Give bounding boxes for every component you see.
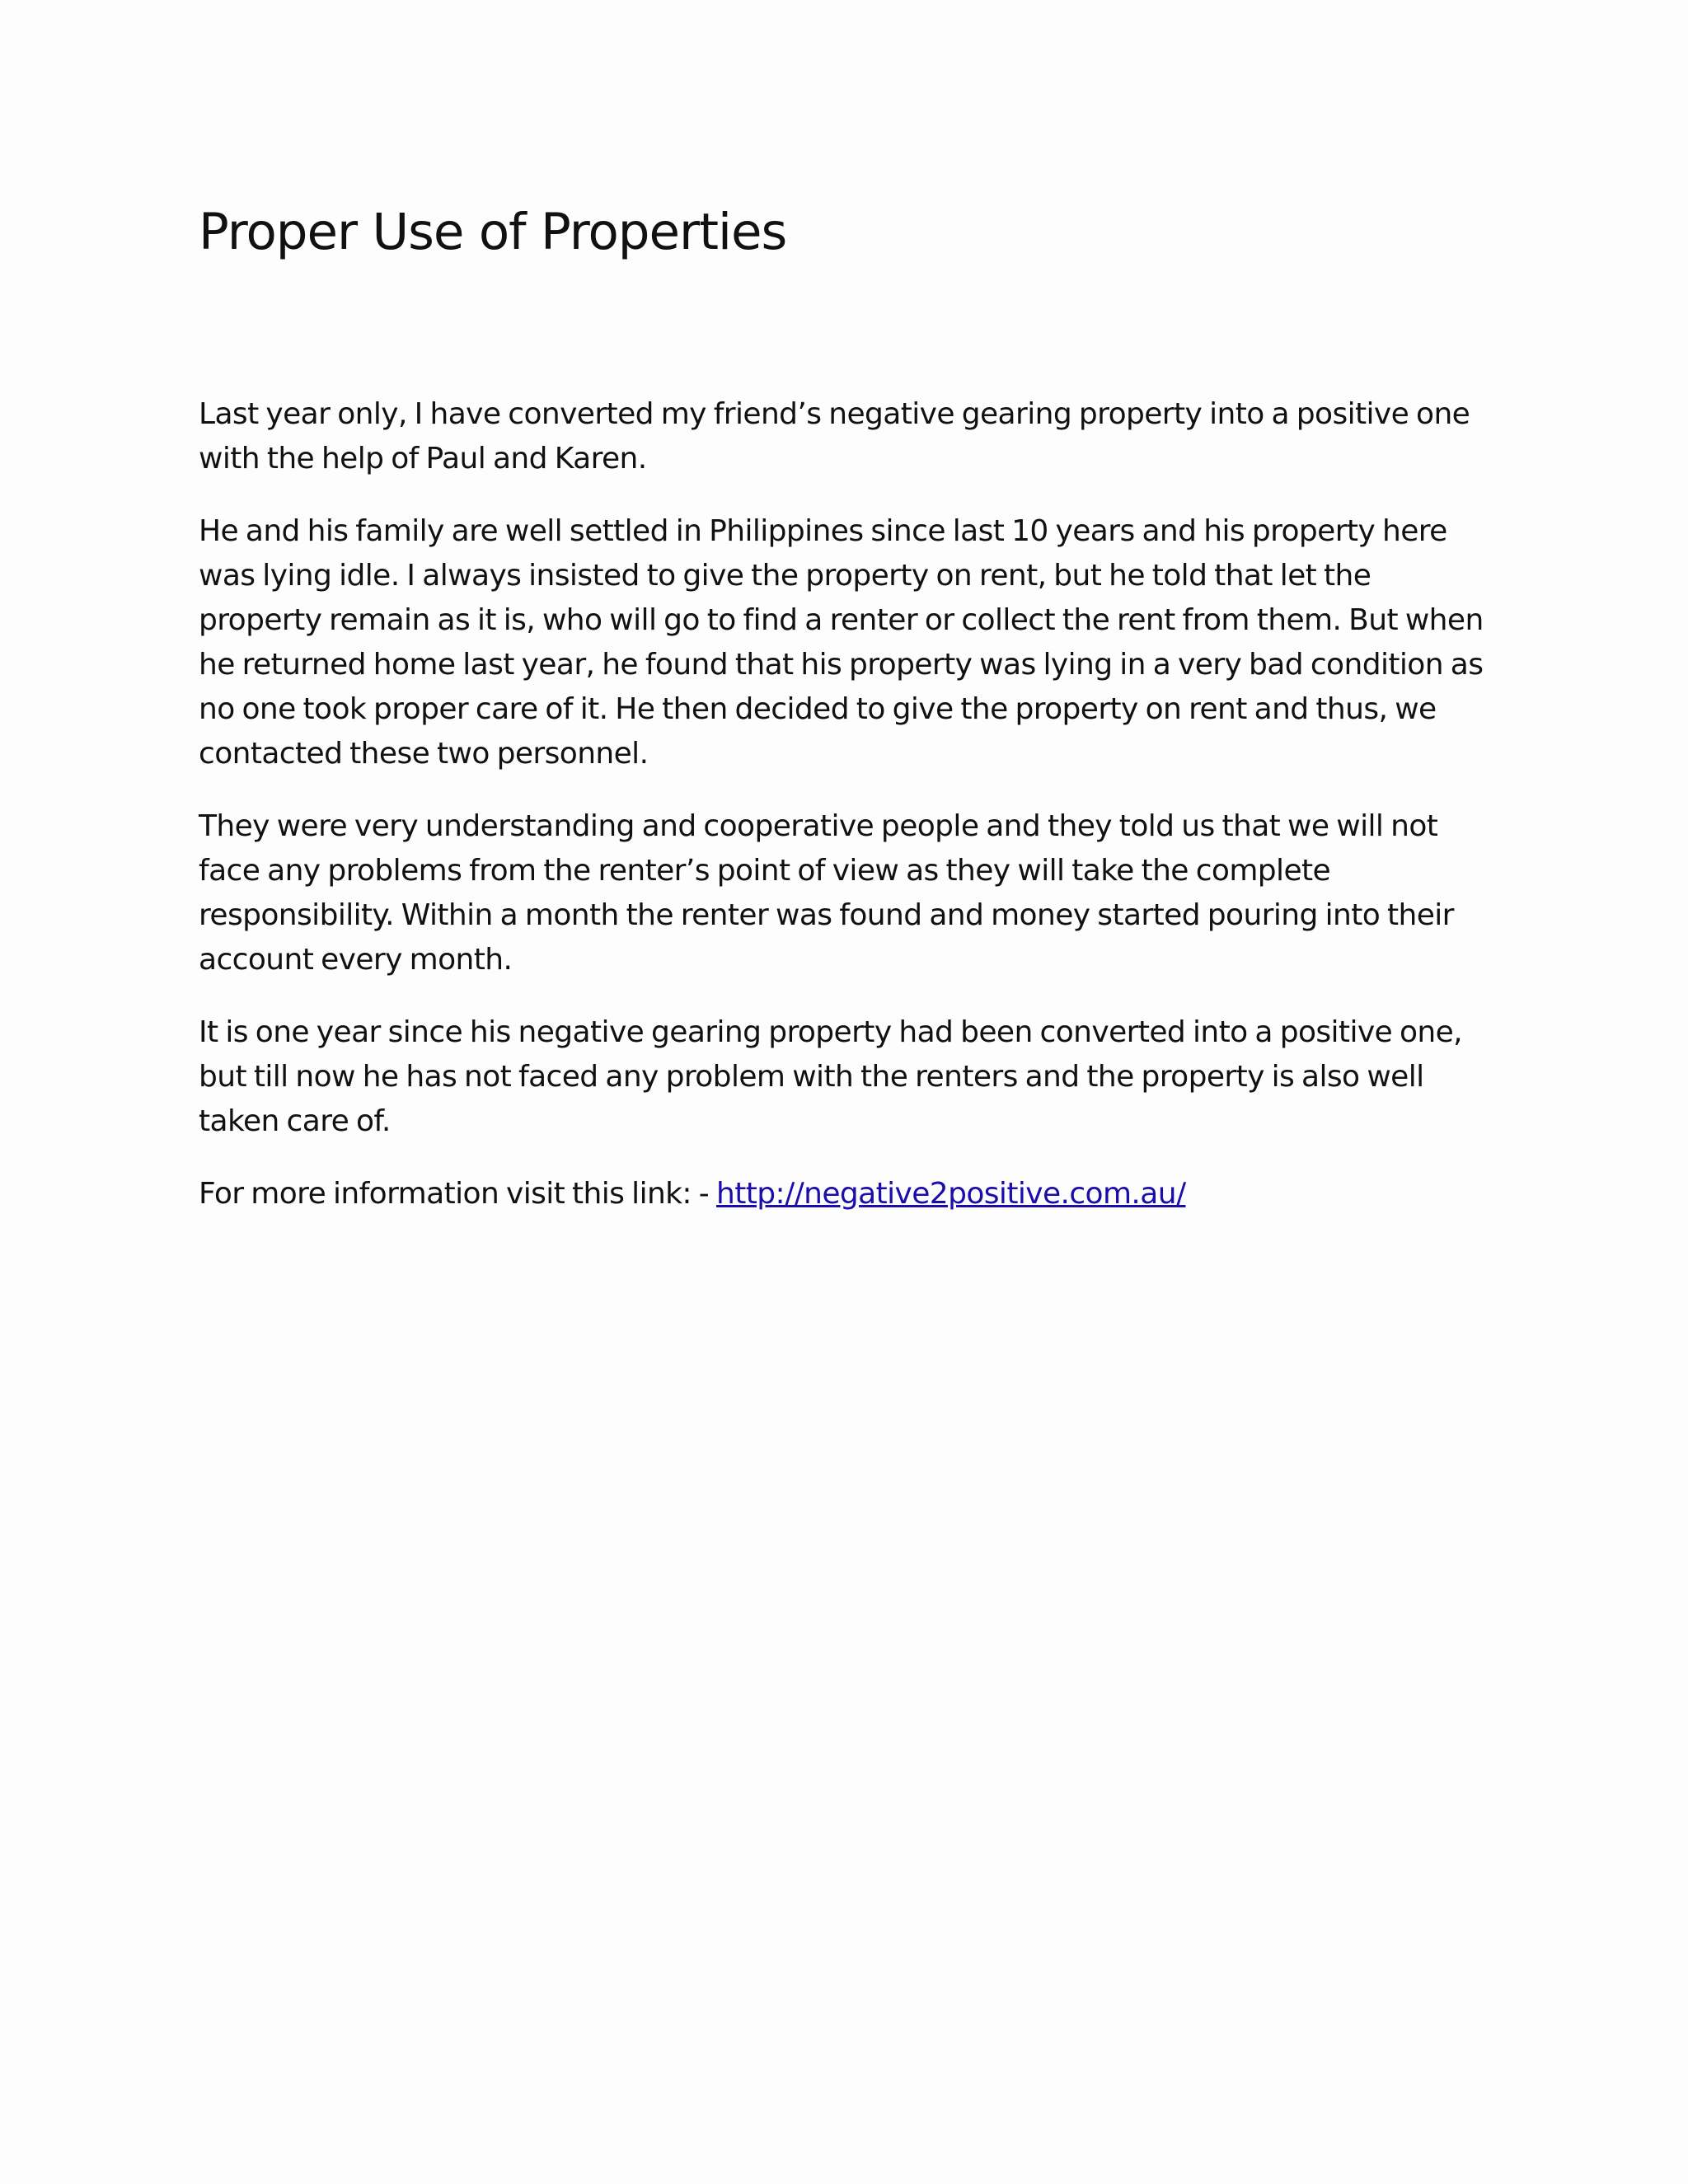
document-content xyxy=(199,196,1501,1244)
document-title: Proper Use of Properties xyxy=(199,203,787,261)
paragraph-2: He and his family are well settled in Philippines since last 10 years and his property here was lying idle. I always insisted to give the property on rent, but he told that let the property remain as it is, who will go to find a renter or collect the rent from them. But when he returned home last year, he found that his property was lying in a very bad condition as no one took proper care of it. He then decided to give the property on rent and thus, we contacted these two personnel. xyxy=(199,514,1484,771)
more-info-label: For more information visit this link: - xyxy=(199,1177,717,1211)
more-info-line xyxy=(199,1172,1501,1216)
website-link[interactable]: http://negative2positive.com.au/ xyxy=(716,1177,1186,1211)
paragraph-4: It is one year since his negative gearing property had been converted into a positive one, but till now he has not faced any problem with the renters and the property is also well taken care of. xyxy=(199,1015,1462,1138)
paragraph-1: Last year only, I have converted my friend’s negative gearing property into a positive one with the help of Paul and Karen. xyxy=(199,397,1470,476)
paragraph-3: They were very understanding and cooperative people and they told us that we will not face any problems from the renter’s point of view as they will take the complete responsibility. Within a month the renter was found and money started pouring into their account every month. xyxy=(199,809,1454,977)
document-body xyxy=(199,392,1501,1216)
